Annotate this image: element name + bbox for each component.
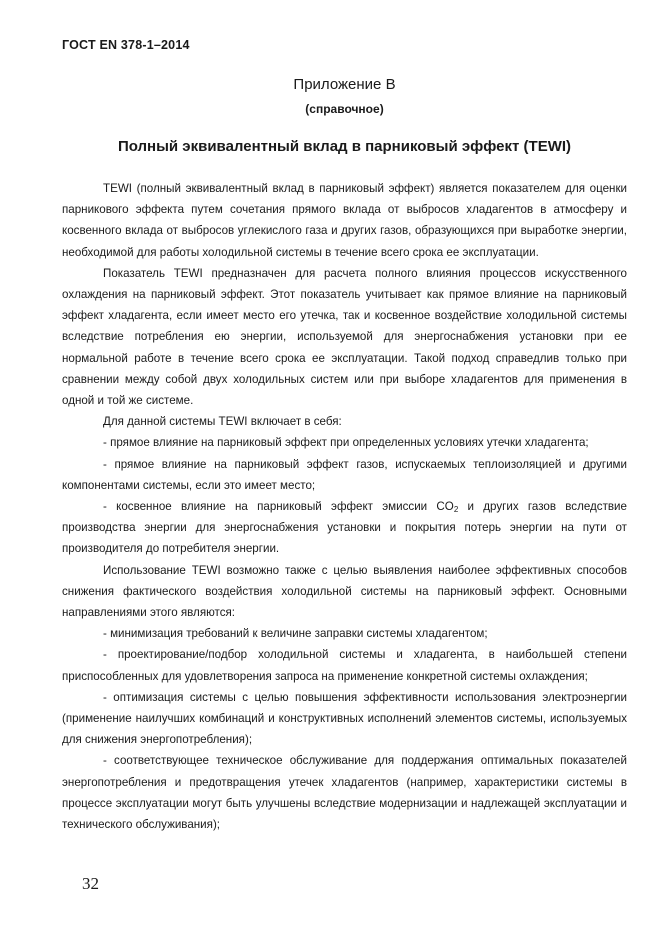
paragraph-tewi-definition: TEWI (полный эквивалентный вклад в парниковый эффект) является показателем для оценки парникового эффекта путем сочетания прямого вклада от выбросов хладагентов в атмосферу и косвенного вклада от выбросов углекислого газа и других газов, образующихся при выработке энергии, необходимой для работы холодильной системы в течение всего срока ее эксплуатации.	[62, 182, 627, 259]
page-number: 32	[82, 874, 99, 893]
annex-type: (справочное)	[305, 102, 384, 116]
paragraph-tewi-usage: Использование TEWI возможно также с целью выявления наиболее эффективных способов снижения фактического воздействия холодильной системы на парниковый эффект. Основными направлениями этого являются:	[62, 563, 627, 620]
list-item-text: и других газов вследствие производства энергии для энергоснабжения установки и покрытия потерь энергии на пути от производителя до потребителя энергии.	[62, 500, 627, 556]
list-item	[62, 496, 627, 560]
subscript: 2	[453, 505, 459, 515]
list-item-text: - косвенное влияние на парниковый эффект эмиссии CO	[103, 500, 454, 514]
list-item: - оптимизация системы с целью повышения эффективности использования электроэнергии (применение наилучших комбинаций и конструктивных исполнений элементов системы, используемых для снижения энергопотребления);	[62, 690, 627, 747]
list-item: - минимизация требований к величине заправки системы хладагентом;	[103, 627, 488, 641]
paragraph-tewi-includes: Для данной системы TEWI включает в себя:	[103, 415, 342, 429]
body-text	[62, 178, 627, 835]
list-item: - прямое влияние на парниковый эффект при определенных условиях утечки хладагента;	[103, 436, 589, 450]
section-heading: Полный эквивалентный вклад в парниковый эффект (TEWI)	[117, 138, 572, 155]
paragraph-tewi-purpose: Показатель TEWI предназначен для расчета полного влияния процессов искусственного охлаждения на парниковый эффект. Этот показатель учитывает как прямое влияние на парниковый эффект хладагента, если имеет место его утечка, так и косвенное воздействие холодильной системы вследствие потребления ею энергии, используемой для энергоснабжения установки при ее нормальной работе в течение всего срока ее эксплуатации. Такой подход справедлив только при сравнении между собой двух холодильных систем или при выборе хладагентов для применения в одной и той же системе.	[62, 266, 627, 408]
standard-code: ГОСТ EN 378-1–2014	[62, 38, 190, 52]
list-item: - соответствующее техническое обслуживание для поддержания оптимальных показателей энергопотребления и предотвращения утечек хладагентов (например, характеристики системы в процессе эксплуатации могут быть улучшены вследствие модернизации и надлежащей эксплуатации и технического обслуживания);	[62, 754, 627, 832]
annex-title: Приложение В	[293, 76, 396, 93]
list-item: - проектирование/подбор холодильной системы и хладагента, в наибольшей степени приспособленных для удовлетворения запроса на применение конкретной системы охлаждения;	[62, 648, 627, 683]
list-item: - прямое влияние на парниковый эффект газов, испускаемых теплоизоляцией и другими компонентами системы, если это имеет место;	[62, 457, 627, 492]
